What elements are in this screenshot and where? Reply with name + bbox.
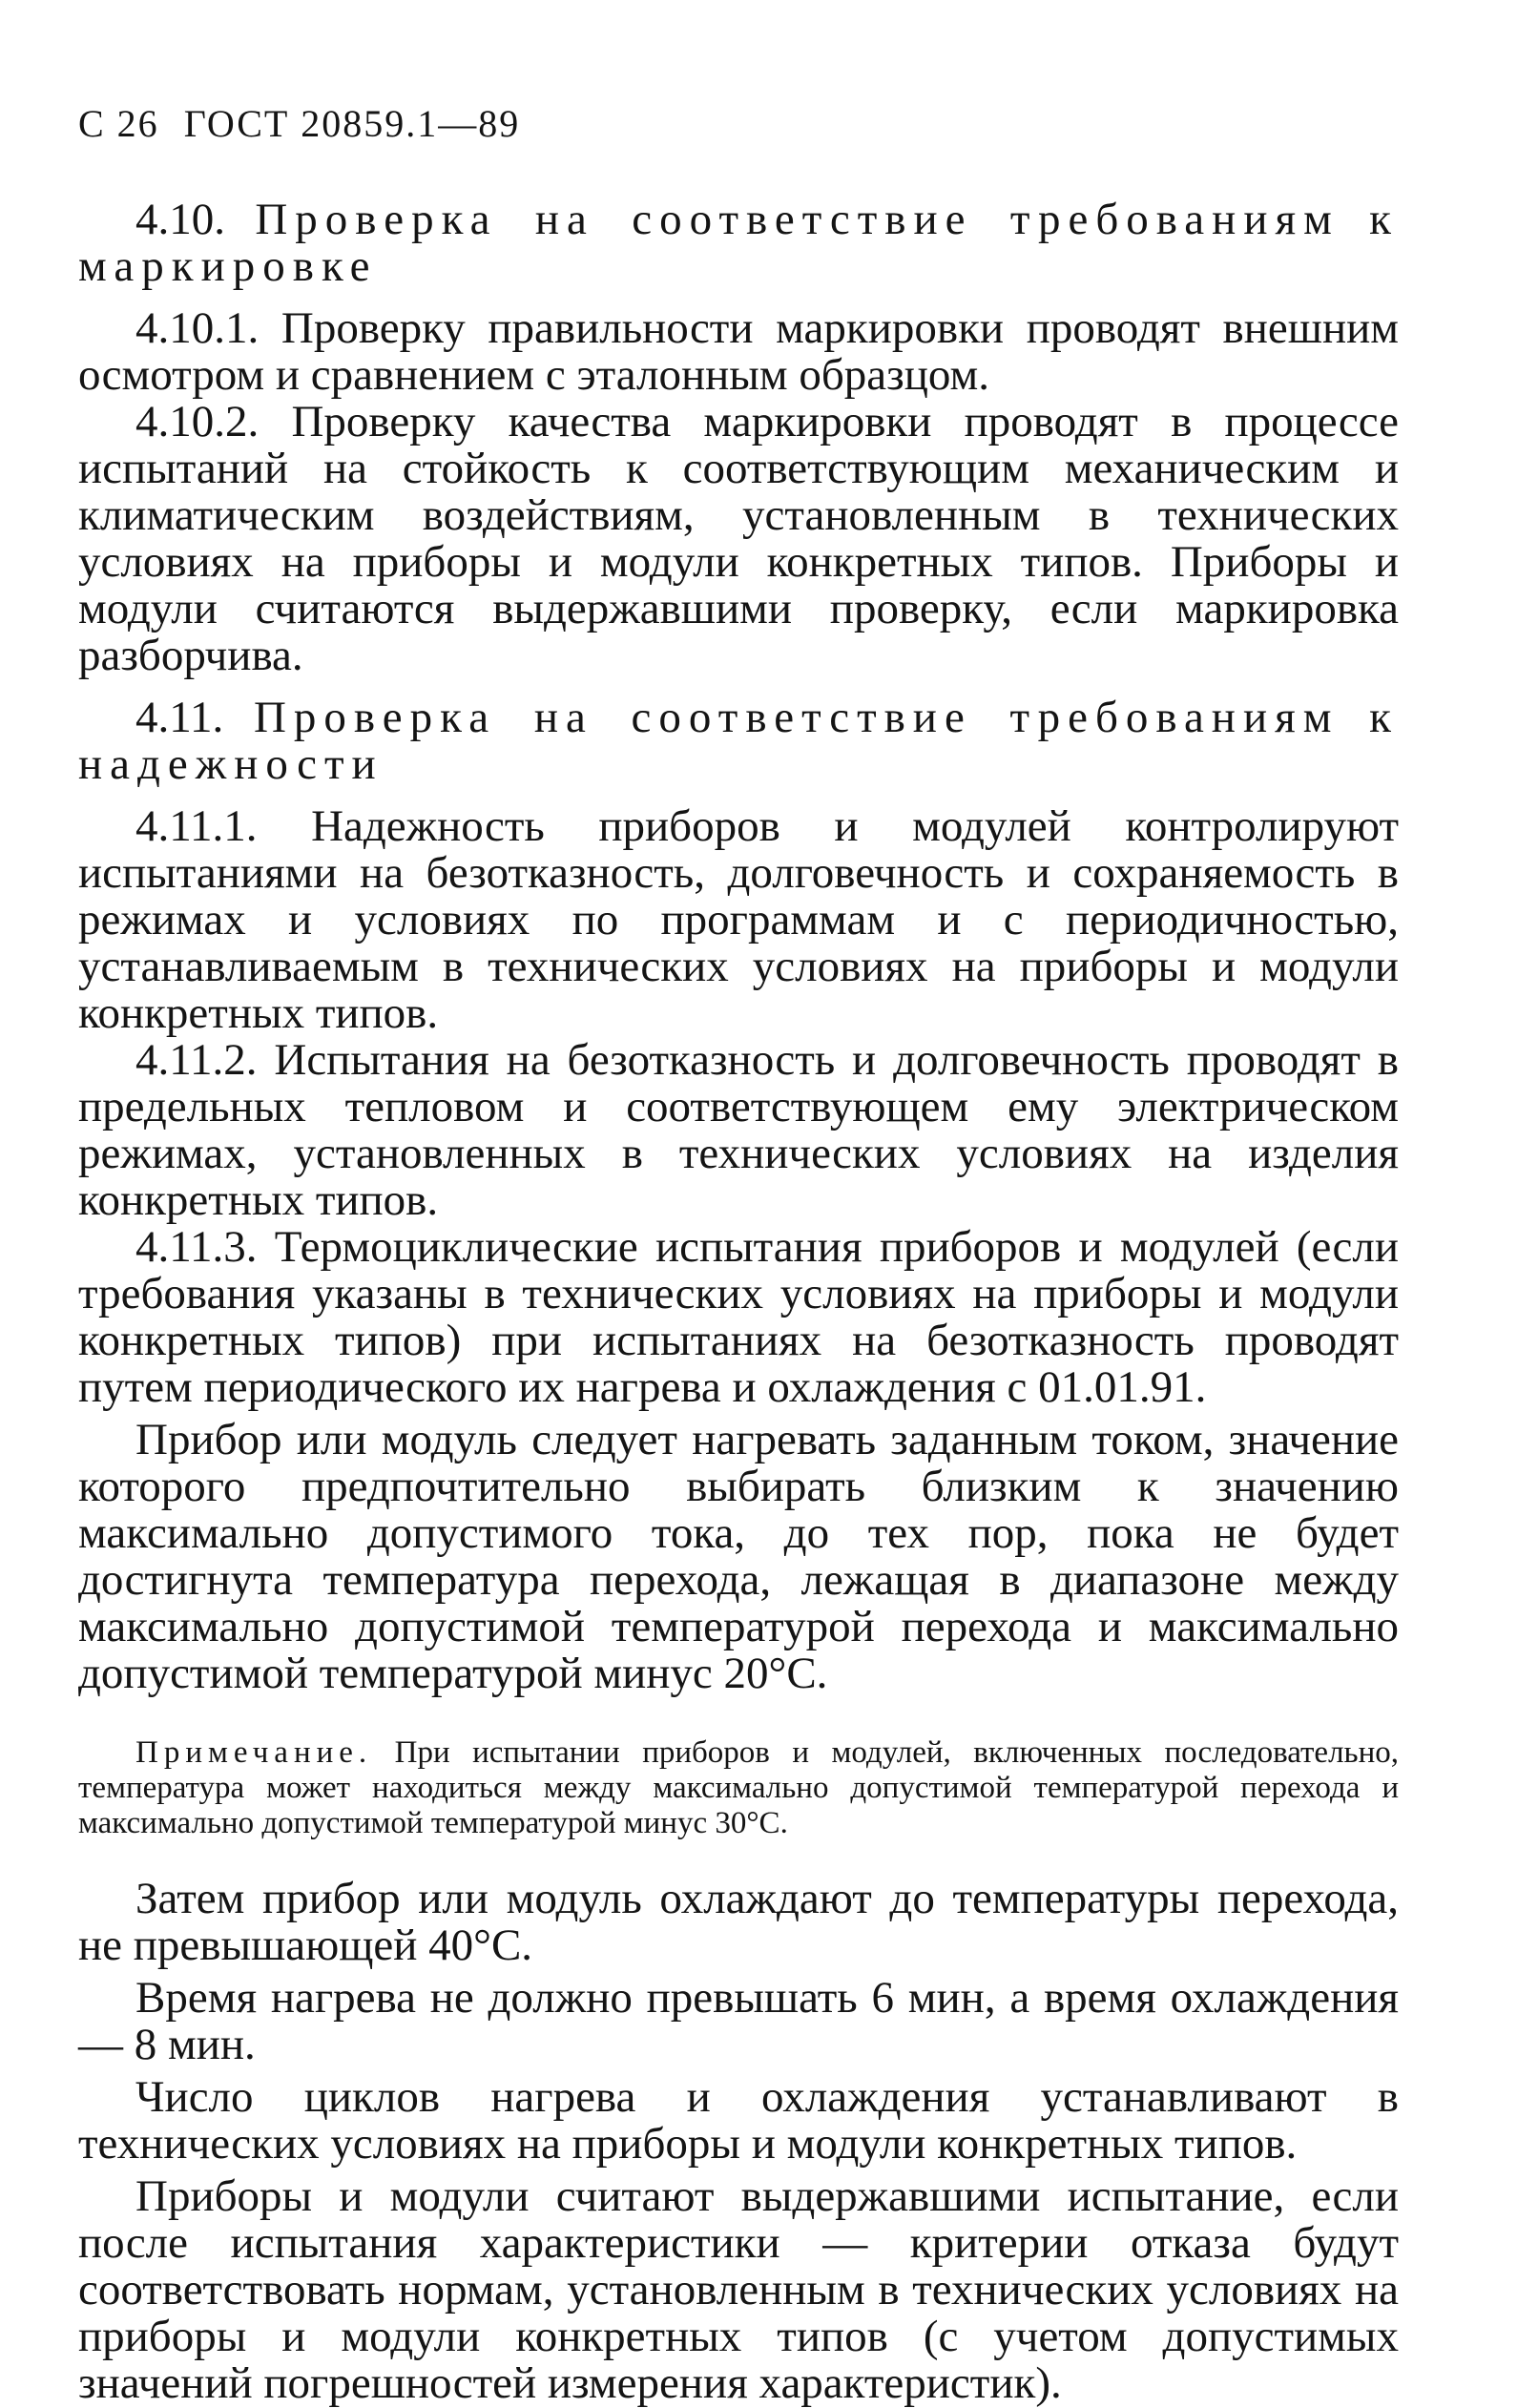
paragraph-4-10-1: 4.10.1. Проверку правильности маркировки проводят внешним осмотром и сравнением с эталонным образцом.: [78, 303, 1399, 400]
paragraph-time: Время нагрева не должно превышать 6 мин, а время охлаждения — 8 мин.: [78, 1973, 1399, 2069]
paragraph-4-11-3: 4.11.3. Термоциклические испытания приборов и модулей (если требования указаны в технических условиях на приборы и модули конкретных типов) при испытаниях на безотказность проводят путем периодического их нагрева и охлаждения с 01.01.91.: [78, 1222, 1399, 1412]
document-page: [78, 102, 1400, 2408]
section-title-continuation: к надежности: [78, 693, 1400, 789]
section-heading-4-11: [78, 695, 1399, 788]
section-heading-4-10: [78, 197, 1399, 290]
section-number: 4.11.: [135, 693, 224, 742]
section-title-continuation: к маркировке: [78, 195, 1400, 291]
paragraph-cooling: Затем прибор или модуль охлаждают до температуры перехода, не превышающей 40°С.: [78, 1874, 1399, 1970]
note-label: Примечание.: [135, 1735, 373, 1770]
page-header: [78, 102, 1399, 145]
note-block: [78, 1735, 1399, 1841]
paragraph-pass-criteria: Приборы и модули считают выдержавшими испытание, если после испытания характеристики — критерии отказа будут соответствовать нормам, установленным в технических условиях на приборы и модули конкретных типов (с учетом допустимых значений погрешностей измерения характеристик).: [78, 2171, 1399, 2408]
paragraph-4-10-2: 4.10.2. Проверку качества маркировки проводят в процессе испытаний на стойкость к соответствующим механическим и климатическим воздействиям, установленным в технических условиях на приборы и модули конкретных типов. Приборы и модули считаются выдержавшими проверку, если маркировка разборчива.: [78, 397, 1399, 680]
paragraph-cycles: Число циклов нагрева и охлаждения устанавливают в технических условиях на приборы и модули конкретных типов.: [78, 2072, 1399, 2169]
section-number: 4.10.: [135, 195, 225, 244]
document-id: ГОСТ 20859.1—89: [183, 102, 521, 145]
paragraph-4-11-2: 4.11.2. Испытания на безотказность и долговечность проводят в предельных тепловом и соответствующем ему электрическом режимах, установленных в технических условиях на изделия конкретных типов.: [78, 1035, 1399, 1225]
section-title: Проверка на соответствие требованиям: [253, 693, 1340, 742]
paragraph-heating: Прибор или модуль следует нагревать заданным током, значение которого предпочтительно выбирать близким к значению максимально допустимого тока, до тех пор, пока не будет достигнута температура перехода, лежащая в диапазоне между максимально допустимой температурой перехода и максимально допустимой температурой минус 20°С.: [78, 1415, 1399, 1698]
note-text: При испытании приборов и модулей, включенных последовательно, температура может находиться между максимально допустимой температурой перехода и максимально допустимой температурой минус 30°С.: [78, 1735, 1400, 1840]
paragraph-4-11-1: 4.11.1. Надежность приборов и модулей контролируют испытаниями на безотказность, долговечность и сохраняемость в режимах и условиях по программам и с периодичностью, устанавливаемым в технических условиях на приборы и модули конкретных типов.: [78, 801, 1399, 1038]
page-number: С 26: [78, 102, 159, 145]
section-title: Проверка на соответствие требованиям: [255, 195, 1340, 244]
